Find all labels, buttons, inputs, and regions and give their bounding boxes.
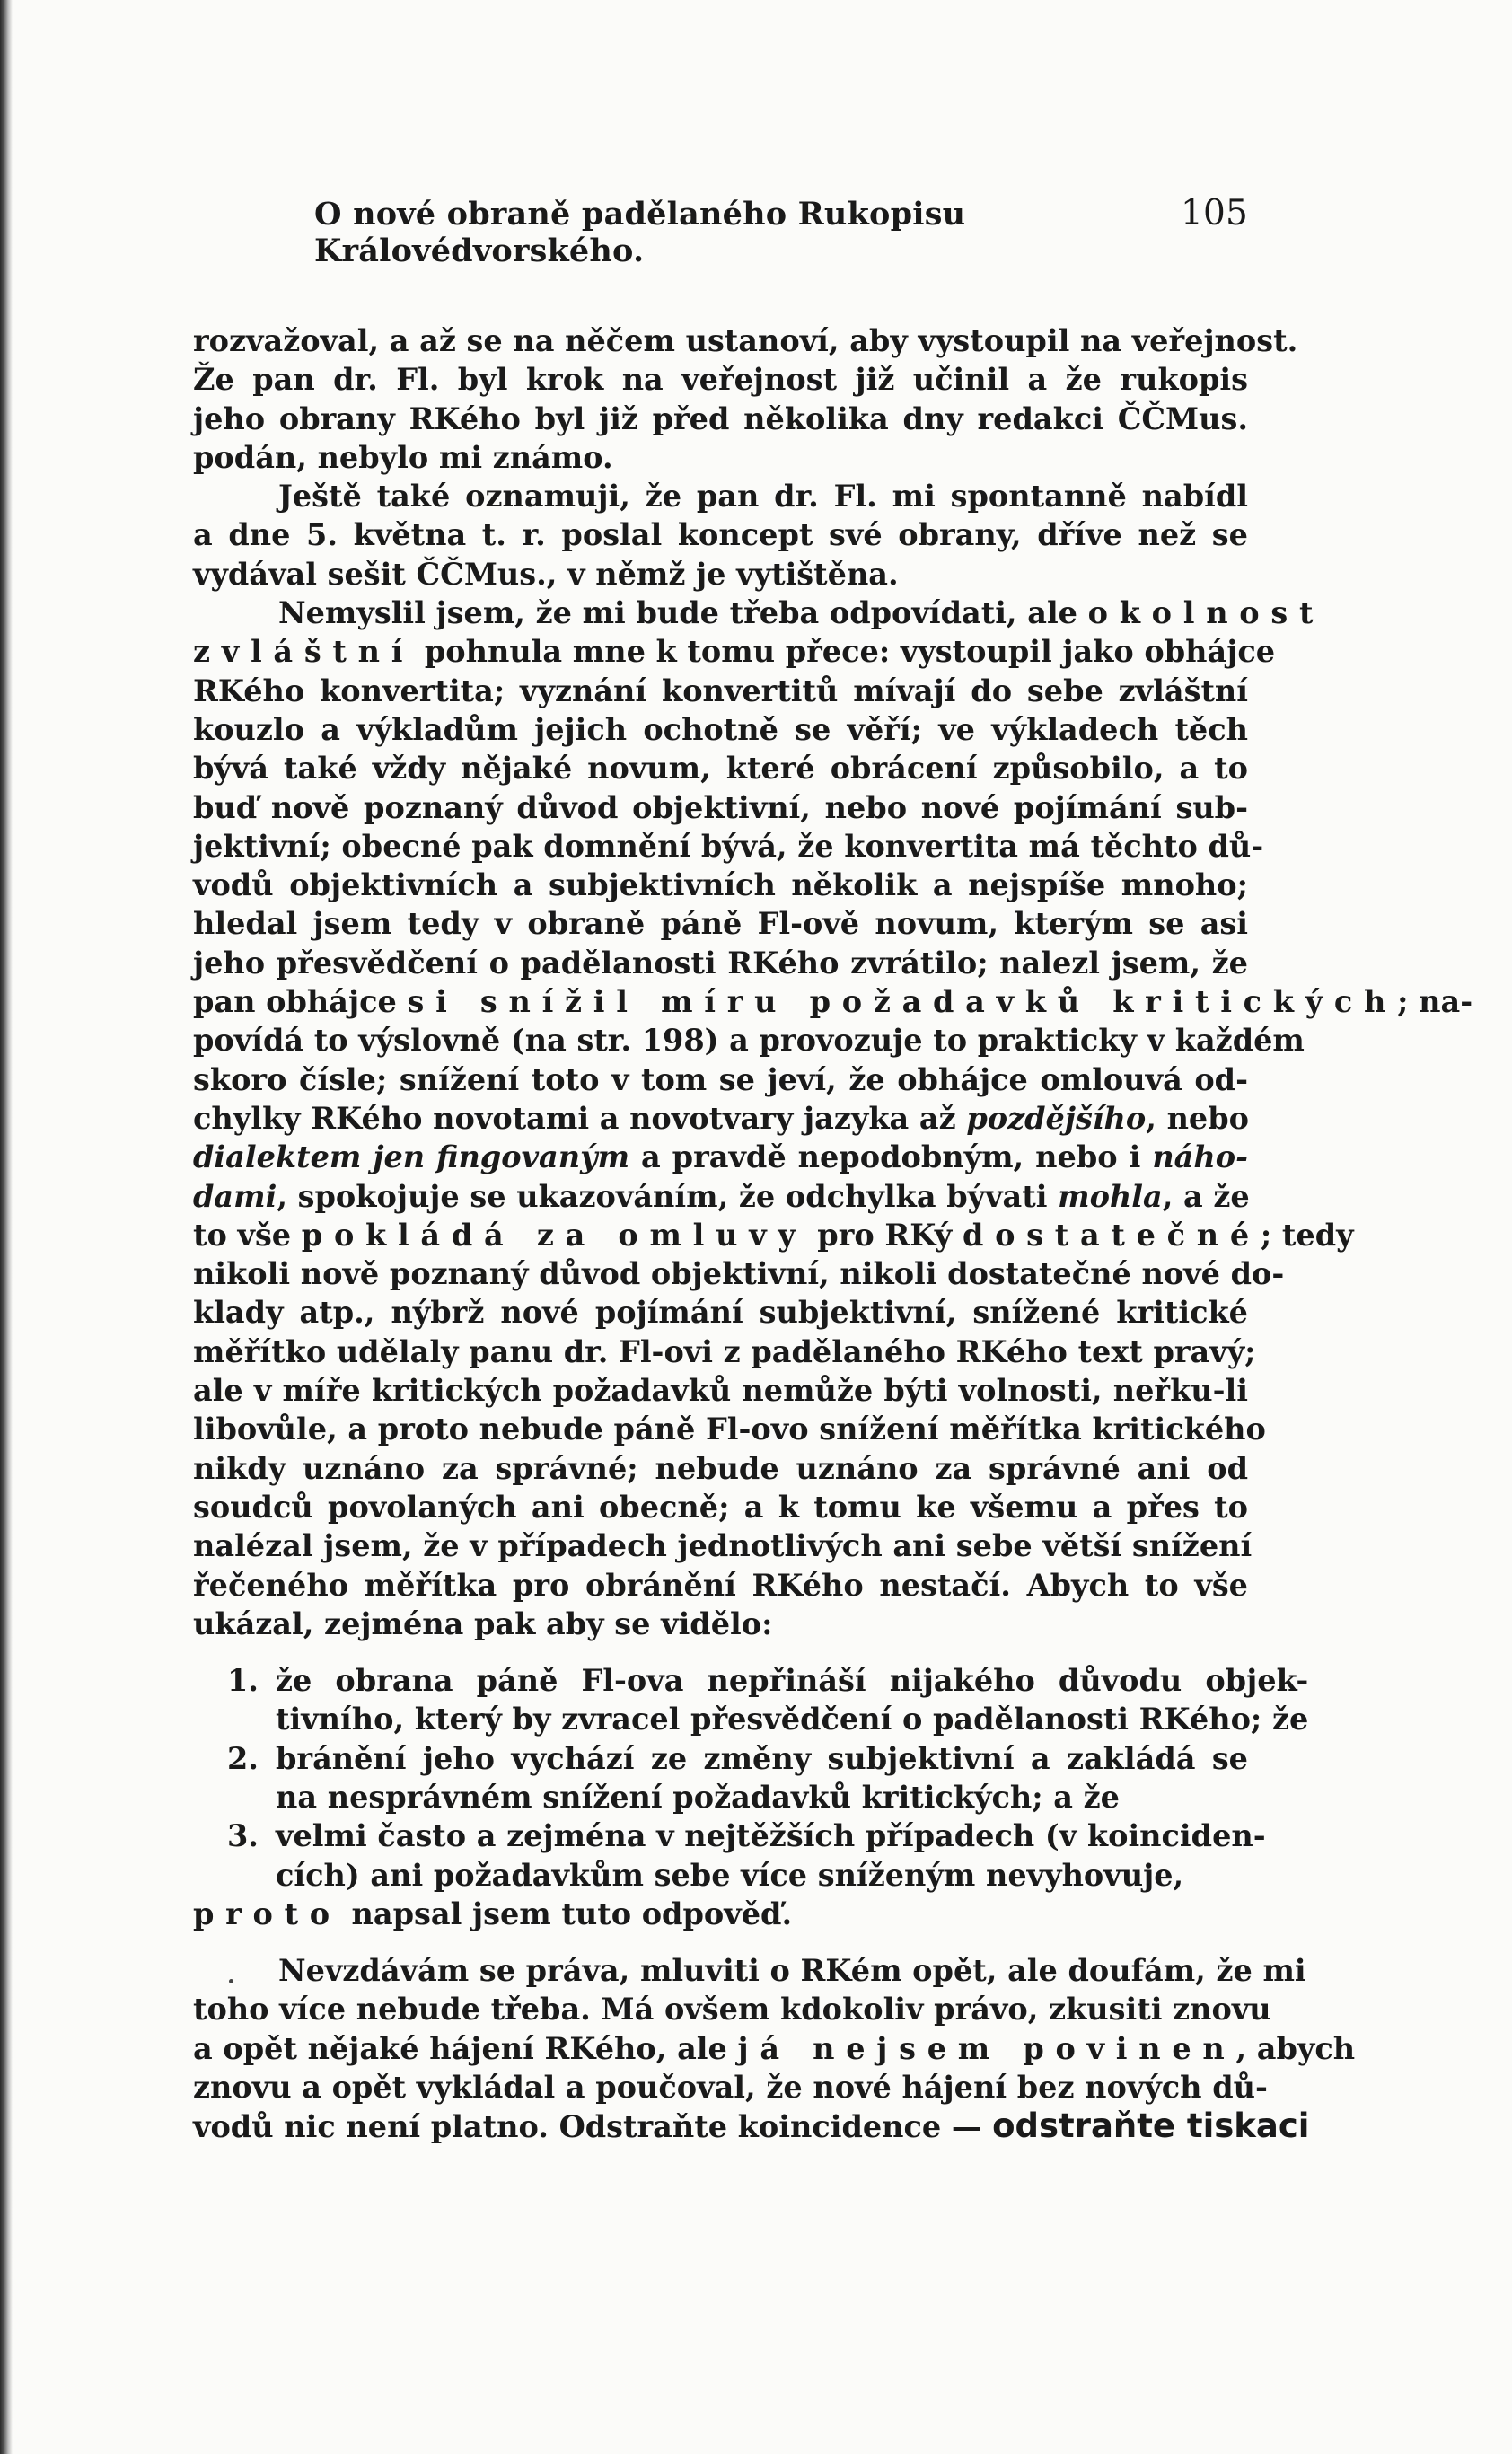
- text-line: vodů objektivních a subjektivních několik a nejspíše mnoho;: [193, 867, 1248, 903]
- emphasis-italic: náho-: [1152, 1139, 1248, 1175]
- text-line: ukázal, zejména pak aby se vidělo:: [193, 1605, 773, 1641]
- body-text: [193, 321, 1473, 2147]
- text-line: proto napsal jsem tuto odpověď.: [193, 1895, 793, 1931]
- text-line: jeho obrany RKého byl již před několika dny redakci ČČMus.: [193, 400, 1248, 436]
- emphasis-spaced: si snížil míru požadavků kritických: [407, 984, 1398, 1020]
- text-line: zvláštní pohnula mne k tomu přece: vystoupil jako obhájce: [193, 634, 1276, 670]
- text-line: dialektem jen fingovaným a pravdě nepodobným, nebo i náho-: [193, 1139, 1248, 1175]
- text-line: Nevzdávám se práva, mluviti o RKém opět, ale doufám, že mi: [278, 1953, 1306, 1989]
- text-line: toho více nebude třeba. Má ovšem kdokoliv právo, zkusiti znovu: [193, 1992, 1271, 2027]
- text-line: tivního, který by zvracel přesvědčení o padělanosti RKého; že: [276, 1702, 1309, 1737]
- emphasis-spaced: já nejsem povinen: [737, 2030, 1236, 2066]
- text-line: jektivní; obecné pak domnění bývá, že konvertita má těchto dů-: [193, 828, 1264, 864]
- running-header: [193, 193, 1248, 269]
- text-line: nalézal jsem, že v případech jednotlivých ani sebe větší snížení: [193, 1528, 1253, 1564]
- text-line: skoro čísle; snížení toto v tom se jeví, že obhájce omlouvá od-: [193, 1061, 1248, 1097]
- text-line: znovu a opět vykládal a poučoval, že nové hájení bez nových dů-: [193, 2070, 1268, 2106]
- list-item: [193, 1816, 1266, 1895]
- list-number: 1.: [227, 1663, 259, 1699]
- emphasis-spaced: zvláštní: [193, 634, 415, 670]
- text-line: že obrana páně Fl-ova nepřináší nijakého důvodu objek-: [276, 1663, 1309, 1699]
- text-line: měřítko udělaly panu dr. Fl-ovi z padělaného RKého text pravý;: [193, 1333, 1256, 1369]
- emphasis-italic: pozdějšího: [966, 1100, 1147, 1136]
- emphasis-display: odstraňte tiskaci: [992, 2107, 1310, 2146]
- page-number: 105: [1180, 193, 1248, 233]
- text-line: RKého konvertita; vyznání konvertitů mívají do sebe zvláštní: [193, 673, 1248, 708]
- text-line: podán, nebylo mi známo.: [193, 439, 613, 475]
- text-line: rozvažoval, a až se na něčem ustanoví, aby vystoupil na veřejnost.: [193, 323, 1298, 358]
- text-line: vodů nic není platno. Odstraňte koincidence — odstraňte tiskaci: [193, 2107, 1310, 2146]
- text-line: libovůle, a proto nebude páně Fl-ovo snížení měřítka kritického: [193, 1412, 1266, 1447]
- text-line: Že pan dr. Fl. byl krok na veřejnost již učinil a že rukopis: [193, 362, 1248, 398]
- text-line: velmi často a zejména v nejtěžších případech (v koinciden-: [276, 1818, 1266, 1854]
- scan-edge: [0, 0, 13, 2454]
- text-line: řečeného měřítka pro obránění RKého nestačí. Abych to vše: [193, 1567, 1248, 1603]
- emphasis-italic: dialektem jen fingovaným: [193, 1139, 630, 1175]
- text-line: cích) ani požadavkům sebe více sníženým nevyhovuje,: [276, 1857, 1184, 1893]
- emphasis-spaced: pokládá za omluvy: [301, 1217, 807, 1253]
- emphasis-spaced: proto: [193, 1895, 341, 1931]
- text-line: Ještě také oznamuji, že pan dr. Fl. mi spontanně nabídl: [278, 479, 1248, 515]
- text-line: Nemyslil jsem, že mi bude třeba odpovídati, ale okolnost: [278, 595, 1325, 631]
- text-line: dami, spokojuje se ukazováním, že odchylka bývati mohla, a že: [193, 1178, 1250, 1214]
- emphasis-spaced: okolnost: [1087, 595, 1325, 631]
- text-line: hledal jsem tedy v obraně páně Fl-ově novum, kterým se asi: [193, 906, 1248, 942]
- text-line: kouzlo a výkladům jejich ochotně se věří; ve výkladech těch: [193, 711, 1248, 747]
- list-number: 2.: [227, 1740, 259, 1776]
- text-line: a dne 5. května t. r. poslal koncept své obrany, dříve než se: [193, 517, 1248, 553]
- list-number: 3.: [227, 1818, 259, 1854]
- running-title: O nové obraně padělaného Rukopisu Královédvorského.: [314, 196, 966, 269]
- text-line: a opět nějaké hájení RKého, ale já nejsem povinen, abych: [193, 2030, 1356, 2066]
- list-item: [193, 1739, 1248, 1817]
- emphasis-italic: mohla: [1058, 1178, 1163, 1214]
- text-line: buď nově poznaný důvod objektivní, nebo nové pojímání sub-: [193, 789, 1248, 825]
- text-line: nikoli nově poznaný důvod objektivní, nikoli dostatečné nové do-: [193, 1256, 1285, 1292]
- text-line: to vše pokládá za omluvy pro RKý dostatečné; tedy: [193, 1217, 1354, 1253]
- text-line: povídá to výslovně (na str. 198) a provozuje to prakticky v každém: [193, 1023, 1305, 1059]
- page: [193, 193, 1473, 2147]
- text-line: vydával sešit ČČMus., v němž je vytištěna.: [193, 556, 899, 592]
- emphasis-spaced: dostatečné: [962, 1217, 1261, 1253]
- text-line: klady atp., nýbrž nové pojímání subjektivní, snížené kritické: [193, 1295, 1248, 1331]
- text-line: ale v míře kritických požadavků nemůže býti volnosti, neřku-li: [193, 1373, 1248, 1409]
- text-line: nikdy uznáno za správné; nebude uznáno za správné ani od: [193, 1450, 1248, 1486]
- text-line: jeho přesvědčení o padělanosti RKého zvrátilo; nalezl jsem, že: [193, 945, 1248, 981]
- text-line: soudců povolaných ani obecně; a k tomu ke všemu a přes to: [193, 1489, 1248, 1525]
- text-line: bývá také vždy nějaké novum, které obrácení způsobilo, a to: [193, 751, 1248, 787]
- text-line: na nesprávném snížení požadavků kritických; a že: [276, 1779, 1120, 1815]
- emphasis-italic: dami: [193, 1178, 277, 1214]
- text-line: chylky RKého novotami a novotvary jazyka až pozdějšího, nebo: [193, 1100, 1250, 1136]
- text-line: bránění jeho vychází ze změny subjektivní a zakládá se: [276, 1740, 1248, 1776]
- list-item: [193, 1661, 1309, 1739]
- text-line: pan obhájce si snížil míru požadavků kritických; na-: [193, 984, 1473, 1020]
